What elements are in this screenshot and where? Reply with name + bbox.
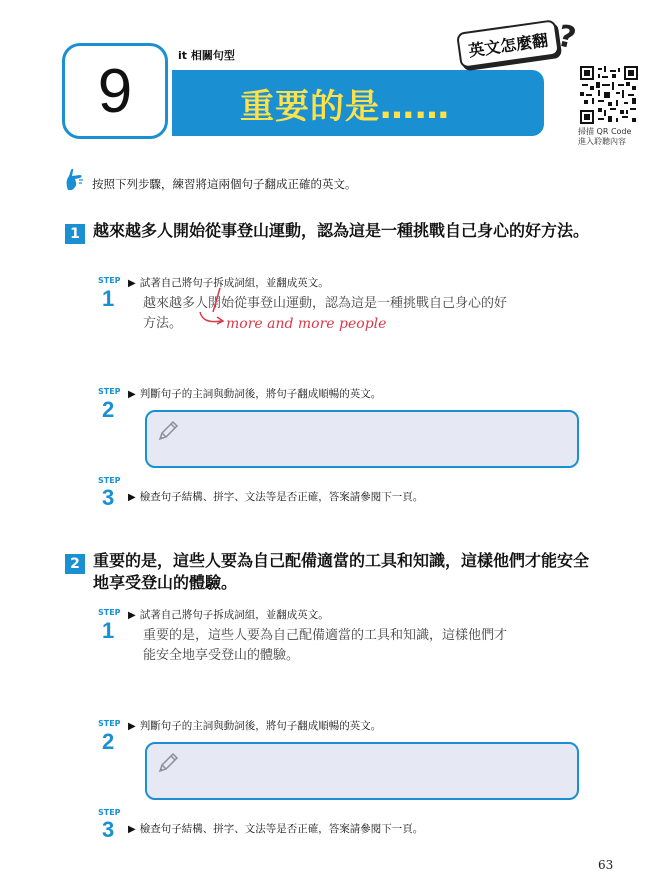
answer-box[interactable] [145, 410, 579, 468]
step-label: STEP [98, 387, 121, 396]
instruction-text: 按照下列步驟，練習將這兩個句子翻成正確的英文。 [92, 177, 357, 191]
section-sentence: 重要的是，這些人要為自己配備適當的工具和知識，這樣他們才能安全地享受登山的體驗。 [93, 551, 590, 592]
step-label: STEP [98, 608, 121, 617]
qr-caption: 掃描 QR Code 進入聆聽內容 [578, 127, 632, 146]
answer-box[interactable] [145, 742, 579, 800]
step-instruction: ▶ 判斷句子的主詞與動詞後，將句子翻成順暢的英文。 [128, 720, 382, 732]
step-instruction: ▶ 判斷句子的主詞與動詞後，將句子翻成順暢的英文。 [128, 388, 382, 400]
step-instruction: ▶ 檢查句子結構、拼字、文法等是否正確，答案請參閱下一頁。 [128, 491, 424, 503]
example-sentence: 重要的是，這些人要為自己配備適當的工具和知識，這樣他們才 能安全地享受登山的體驗。 [143, 628, 508, 663]
step-label: STEP [98, 276, 121, 285]
step-instruction: ▶ 試著自己將句子拆成詞組，並翻成英文。 [128, 277, 329, 289]
section-number: 1 [65, 224, 85, 244]
step-number: 2 [102, 397, 115, 422]
step-number: 2 [102, 729, 115, 754]
pencil-icon [155, 750, 181, 776]
step-label: STEP [98, 476, 121, 485]
pencil-icon [155, 418, 181, 444]
step-number: 1 [102, 618, 115, 643]
translate-badge [456, 19, 560, 69]
step-instruction: ▶ 檢查句子結構、拼字、文法等是否正確，答案請參閱下一頁。 [128, 823, 424, 835]
title-bar [172, 70, 544, 136]
hint-arrow-icon [196, 286, 226, 328]
section-number: 2 [65, 554, 85, 574]
page-number: 63 [598, 858, 614, 871]
lesson-subtitle: it 相關句型 [178, 49, 235, 62]
step-number: 3 [102, 485, 115, 510]
step-number: 1 [102, 286, 115, 311]
lesson-title: 重要的是…… [240, 86, 450, 127]
translate-badge-label: 英文怎麼翻 [467, 30, 550, 60]
hand-pointing-icon [64, 168, 86, 192]
question-mark-icon: ? [554, 18, 579, 57]
step-label: STEP [98, 808, 121, 817]
example-sentence: 越來越多人開始從事登山運動，認為這是一種挑戰自己身心的好 方法。 [143, 296, 508, 331]
step-instruction: ▶ 試著自己將句子拆成詞組，並翻成英文。 [128, 609, 329, 621]
section-sentence: 越來越多人開始從事登山運動，認為這是一種挑戰自己身心的好方法。 [93, 221, 590, 240]
qr-code-icon[interactable] [580, 66, 638, 124]
lesson-number-box [62, 43, 168, 139]
step-label: STEP [98, 719, 121, 728]
step-number: 3 [102, 817, 115, 842]
lesson-number: 9 [97, 56, 133, 126]
hint-text: more and more people [226, 316, 387, 332]
